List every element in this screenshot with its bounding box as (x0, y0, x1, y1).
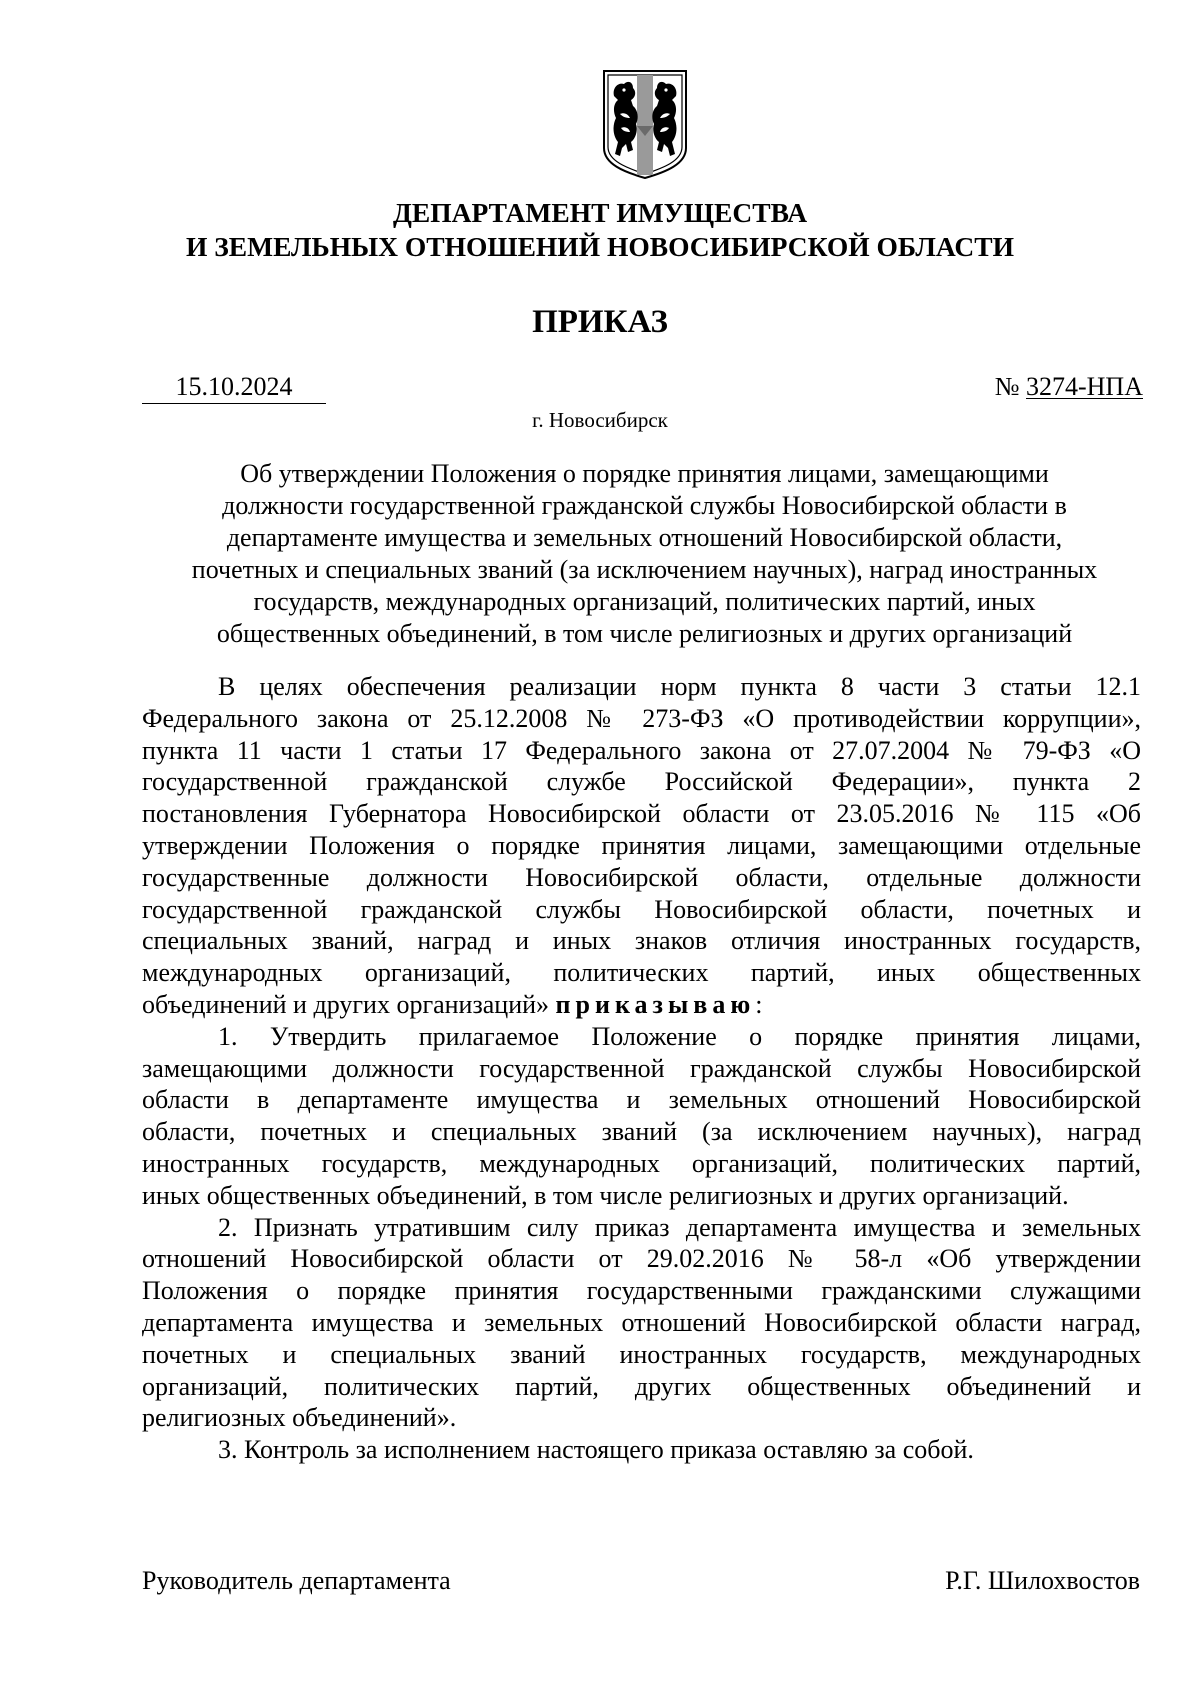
coat-of-arms-icon (600, 68, 690, 180)
preamble-line: государственные должности Новосибирской области, отдельные должности (142, 862, 1141, 892)
item2-line: отношений Новосибирской области от 29.02.2016 № 58-л «Об утверждении (142, 1244, 1141, 1274)
preamble-line: Федерального закона от 25.12.2008 № 273-ФЗ «О противодействии коррупции», (142, 703, 1141, 733)
issue-city: г. Новосибирск (532, 408, 668, 432)
order-colon: : (755, 989, 763, 1019)
preamble-line: специальных званий, наград и иных знаков отличия иностранных государств, (142, 926, 1141, 956)
order-word: приказываю (555, 989, 756, 1019)
subject-line: государств, международных организаций, политических партий, иных (253, 587, 1036, 616)
preamble-line: пункта 11 части 1 статьи 17 Федерального закона от 27.07.2004 № 79-ФЗ «О (142, 735, 1141, 765)
order-date: 15.10.2024 (142, 371, 326, 404)
order-body (142, 671, 1141, 1466)
preamble-line: постановления Губернатора Новосибирской области от 23.05.2016 № 115 «Об (142, 799, 1141, 829)
organization-name-line2: И ЗЕМЕЛЬНЫХ ОТНОШЕНИЙ НОВОСИБИРСКОЙ ОБЛАСТИ (186, 231, 1014, 262)
item2-line: почетных и специальных званий иностранных государств, международных (142, 1339, 1141, 1369)
signer-name: Р.Г. Шилохвостов (945, 1566, 1140, 1595)
organization-name-line1: ДЕПАРТАМЕНТ ИМУЩЕСТВА (392, 197, 808, 228)
item1-line: замещающими должности государственной гражданской службы Новосибирской (142, 1053, 1141, 1083)
preamble-line: В целях обеспечения реализации норм пункта 8 части 3 статьи 12.1 (218, 672, 1141, 701)
preamble-line: утверждении Положения о порядке принятия лицами, замещающими отдельные (142, 830, 1141, 860)
subject-line: департаменте имущества и земельных отношений Новосибирской области, (226, 523, 1063, 552)
order-number (995, 371, 1143, 403)
item1-line: 1. Утвердить прилагаемое Положение о порядке принятия лицами, (218, 1021, 1141, 1051)
order-number-value: 3274-НПА (1026, 372, 1143, 401)
item2-line: религиозных объединений». (142, 1403, 457, 1433)
preamble-line: международных организаций, политических партий, иных общественных (142, 958, 1141, 988)
preamble-text: объединений и других организаций» (142, 989, 550, 1019)
item1-line: иностранных государств, международных организаций, политических партий, (142, 1148, 1141, 1178)
item2-line: 2. Признать утратившим силу приказ департамента имущества и земельных (218, 1212, 1141, 1242)
signer-position: Руководитель департамента (142, 1566, 451, 1595)
preamble-line: государственной гражданской службы Новосибирской области, почетных и (142, 894, 1141, 924)
item1-line: иных общественных объединений, в том числе религиозных и других организаций. (142, 1180, 1069, 1210)
item2-line: Положения о порядке принятия государственными гражданскими служащими (142, 1276, 1141, 1306)
order-number-prefix: № (994, 372, 1026, 401)
document-type-title: ПРИКАЗ (532, 304, 668, 340)
item2-line: департамента имущества и земельных отношений Новосибирской области наград, (142, 1307, 1141, 1337)
order-subject (145, 458, 1144, 650)
subject-line: должности государственной гражданской службы Новосибирской области в (222, 491, 1067, 520)
item1-line: области, почетных и специальных званий (за исключением научных), наград (142, 1117, 1141, 1147)
item2-line: организаций, политических партий, других общественных объединений и (142, 1371, 1141, 1401)
subject-line: общественных объединений, в том числе религиозных и других организаций (216, 619, 1073, 648)
item1-line: области в департаменте имущества и земельных отношений Новосибирской (142, 1085, 1141, 1115)
preamble-line: государственной гражданской службе Российской Федерации», пункта 2 (142, 767, 1141, 797)
preamble-last-line (142, 989, 1141, 1021)
subject-line: почетных и специальных званий (за исключением научных), наград иностранных (191, 555, 1098, 584)
subject-line: Об утверждении Положения о порядке принятия лицами, замещающими (240, 459, 1049, 488)
item3-line: 3. Контроль за исполнением настоящего приказа оставляю за собой. (218, 1435, 974, 1465)
